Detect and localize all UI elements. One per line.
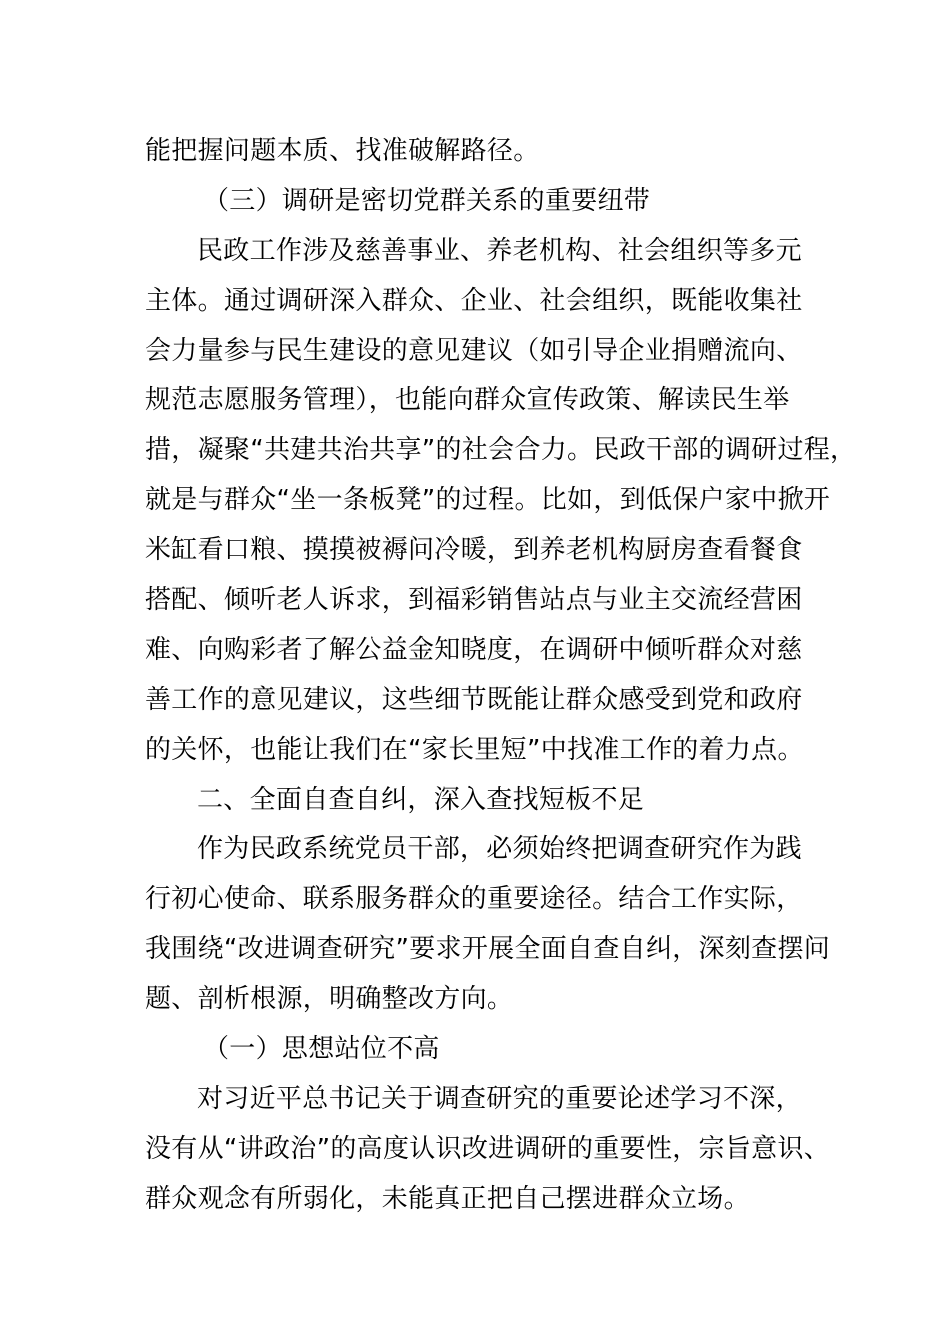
body-line: 主体。通过调研深入群众、企业、社会组织，既能收集社 [145,285,803,316]
paragraph-first-line: 民政工作涉及慈善事业、养老机构、社会组织等多元 [197,235,802,266]
document-body [145,127,857,1225]
body-line: 难、向购彩者了解公益金知晓度，在调研中倾听群众对慈 [145,634,803,665]
body-line: 搭配、倾听老人诉求，到福彩销售站点与业主交流经营困 [145,585,803,616]
body-line: 米缸看口粮、摸摸被褥问冷暖，到养老机构厨房查看餐食 [145,535,803,566]
paragraph-first-line: 作为民政系统党员干部，必须始终把调查研究作为践 [197,834,802,865]
body-line: 善工作的意见建议，这些细节既能让群众感受到党和政府 [145,684,803,715]
body-line: 措，凝聚“共建共治共享”的社会合力。民政干部的调研过程， [145,435,857,466]
body-line: 群众观念有所弱化，未能真正把自己摆进群众立场。 [145,1183,750,1214]
body-line: 行初心使命、联系服务群众的重要途径。结合工作实际， [145,884,803,915]
section-subheading: （三）调研是密切党群关系的重要纽带 [203,185,651,216]
body-line: 没有从“讲政治”的高度认识改进调研的重要性，宗旨意识、 [145,1133,831,1164]
body-line: 能把握问题本质、找准破解路径。 [145,136,540,166]
body-line: 我围绕“改进调查研究”要求开展全面自查自纠，深刻查摆问 [145,934,831,965]
section-heading: 二、全面自查自纠，深入查找短板不足 [197,784,645,815]
paragraph-first-line: 对习近平总书记关于调查研究的重要论述学习不深， [197,1083,802,1114]
body-line: 规范志愿服务管理），也能向群众宣传政策、解读民生举 [145,385,790,416]
body-line: 题、剖析根源，明确整改方向。 [145,984,514,1015]
body-line: 就是与群众“坐一条板凳”的过程。比如，到低保户家中掀开 [145,485,831,516]
body-line: 会力量参与民生建设的意见建议（如引导企业捐赠流向、 [145,335,803,366]
body-line: 的关怀，也能让我们在“家长里短”中找准工作的着力点。 [145,734,804,765]
section-subheading: （一）思想站位不高 [203,1034,440,1065]
